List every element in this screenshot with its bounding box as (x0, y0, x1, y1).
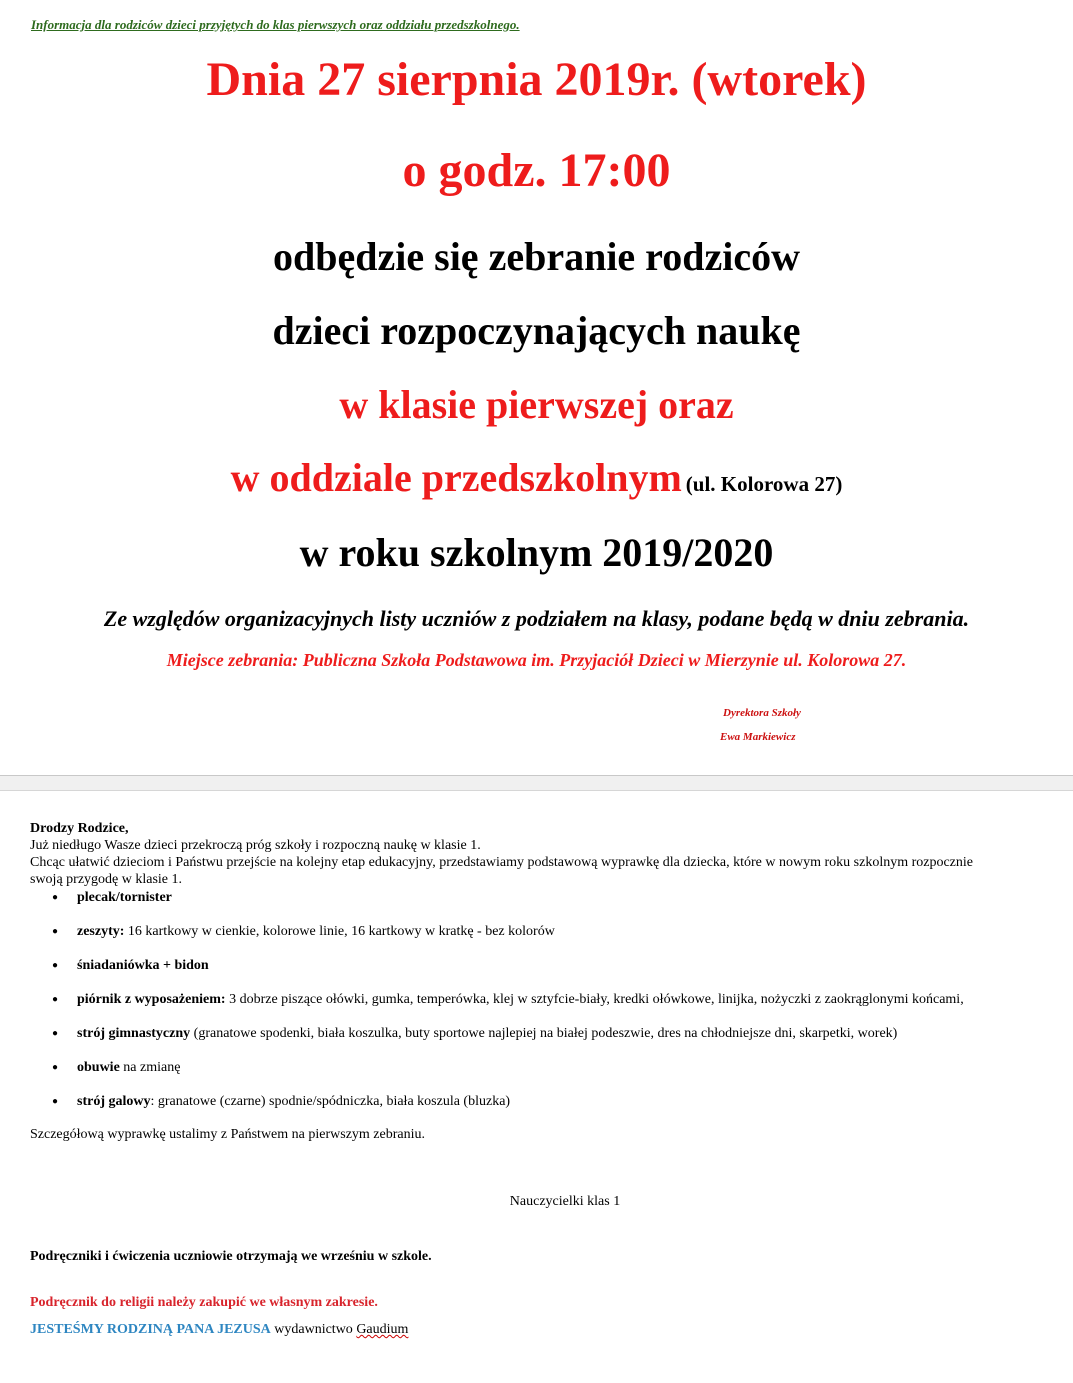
item-label: obuwie (77, 1060, 120, 1075)
list-item (30, 889, 1040, 906)
supplies-list (30, 889, 1040, 1110)
list-item (30, 1093, 1040, 1110)
item-label: strój galowy (77, 1094, 151, 1109)
announcement-line4: w oddziale przedszkolnym (230, 455, 682, 500)
announcement-address: (ul. Kolorowa 27) (685, 472, 843, 496)
item-text: 3 dobrze piszące ołówki, gumka, temperówka, klej w sztyfcie-biały, kredki ołówkowe, linijka, nożyczki z zaokrąglonymi końcami, (225, 992, 964, 1007)
bullet-icon: ● (52, 1096, 59, 1107)
organizational-note: Ze względów organizacyjnych listy uczniów z podziałem na klasy, podane będą w dniu zebrania. (103, 606, 970, 631)
header-info: Informacja dla rodziców dzieci przyjętych do klas pierwszych oraz oddziału przedszkolnego. (31, 17, 520, 32)
publisher-prefix: wydawnictwo (270, 1322, 357, 1337)
announcement-line2: dzieci rozpoczynających naukę (272, 308, 801, 353)
list-item (30, 1025, 1040, 1042)
letter-greeting: Drodzy Rodzice, (30, 821, 129, 836)
item-label: śniadaniówka + bidon (77, 958, 209, 973)
item-label: zeszyty: (77, 924, 125, 939)
signature-title: Dyrektora Szkoły (723, 707, 801, 719)
announcement-line1: odbędzie się zebranie rodziców (273, 234, 800, 279)
religion-note: Podręcznik do religii należy zakupić we własnym zakresie. (30, 1295, 378, 1310)
item-label: piórnik z wyposażeniem: (77, 992, 226, 1007)
item-text: 16 kartkowy w cienkie, kolorowe linie, 16 kartkowy w kratkę - bez kolorów (124, 924, 555, 939)
item-text: na zmianę (119, 1060, 181, 1075)
letter-outro: Szczegółową wyprawkę ustalimy z Państwem na pierwszym zebraniu. (30, 1127, 425, 1142)
item-label: plecak/tornister (77, 890, 172, 905)
meeting-place: Miejsce zebrania: Publiczna Szkoła Podstawowa im. Przyjaciół Dzieci w Mierzynie ul. Kolorowa 27. (166, 650, 907, 670)
signature-name: Ewa Markiewicz (720, 731, 796, 743)
page-separator (0, 775, 1073, 791)
announcement-line5: w roku szkolnym 2019/2020 (299, 530, 774, 575)
announcement-line3: w klasie pierwszej oraz (339, 382, 734, 427)
list-item (30, 1059, 1040, 1076)
letter-intro-2: Chcąc ułatwić dzieciom i Państwu przejście na kolejny etap edukacyjny, przedstawiamy podstawową wyprawkę dla dziecka, które w nowym roku szkolnym rozpocznie swoją przygodę w klasie 1. (30, 855, 974, 887)
bullet-icon: ● (52, 994, 59, 1005)
item-label: strój gimnastyczny (77, 1026, 191, 1041)
bullet-icon: ● (52, 1028, 59, 1039)
announcement-time: o godz. 17:00 (402, 144, 671, 197)
item-text: : granatowe (czarne) spodnie/spódniczka, biała koszula (bluzka) (150, 1094, 511, 1109)
letter-intro-1: Już niedługo Wasze dzieci przekroczą próg szkoły i rozpoczną naukę w klasie 1. (30, 838, 481, 853)
item-text: (granatowe spodenki, biała koszulka, buty sportowe najlepiej na białej podeszwie, dres na chłodniejsze dni, skarpetki, worek) (190, 1026, 898, 1041)
announcement-date: Dnia 27 sierpnia 2019r. (wtorek) (206, 53, 867, 106)
textbooks-note: Podręczniki i ćwiczenia uczniowie otrzymają we wrześniu w szkole. (30, 1249, 432, 1264)
publisher-name: Gaudium (356, 1322, 409, 1337)
list-item (30, 923, 1040, 940)
list-item (30, 957, 1040, 974)
bullet-icon: ● (52, 892, 59, 903)
announcement-line4-row (0, 455, 1073, 500)
bullet-icon: ● (52, 1062, 59, 1073)
list-item (30, 991, 1040, 1008)
parents-letter (30, 820, 1040, 1143)
teacher-signature: Nauczycielki klas 1 (509, 1194, 621, 1209)
bullet-icon: ● (52, 926, 59, 937)
bullet-icon: ● (52, 960, 59, 971)
religion-book-line (30, 1322, 408, 1338)
religion-book-title: JESTEŚMY RODZINĄ PANA JEZUSA (30, 1322, 271, 1337)
